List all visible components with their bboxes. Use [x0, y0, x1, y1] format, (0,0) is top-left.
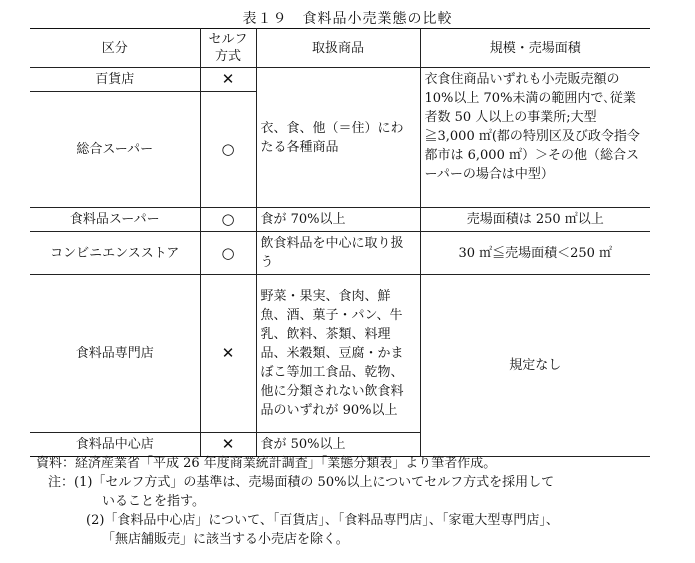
note-2-continued: 「無店舗販売」に該当する小売店を除く。 — [102, 532, 349, 547]
source-note: 資料：経済産業省「平成 26 年度商業統計調査」「業態分類表」より筆者作成。 — [36, 456, 497, 471]
header-products: 取扱商品 — [256, 29, 420, 68]
comparison-table — [30, 28, 650, 457]
products-cell: 食が 50%以上 — [256, 433, 420, 457]
table-notes — [36, 454, 656, 549]
scale-cell: 30 ㎡≦売場面積＜250 ㎡ — [420, 232, 650, 275]
self-service-mark: ○ — [200, 208, 256, 232]
scale-cell-merged: 衣食住商品いずれも小売販売額の 10%以上 70%未満の範囲内で､従業者数 50 人以上の事業所;大型≧3,000 ㎡(都の特別区及び政令指令都市は 6,000 ㎡）＞その他（総合スーパーの場合は中型） — [420, 68, 650, 208]
table-header-row — [30, 29, 650, 68]
note-1-continued: いることを指す。 — [102, 494, 205, 509]
header-category: 区分 — [30, 29, 200, 68]
table-title: 表１９ 食料品小売業態の比較 — [242, 11, 453, 27]
table-row — [30, 208, 650, 232]
self-service-mark: ○ — [200, 92, 256, 208]
scale-cell: 売場面積は 250 ㎡以上 — [420, 208, 650, 232]
category-cell: 総合スーパー — [30, 92, 200, 208]
header-scale: 規模・売場面積 — [420, 29, 650, 68]
category-cell: 百貨店 — [30, 68, 200, 92]
products-cell-merged: 衣、食、他（＝住）にわたる各種商品 — [256, 68, 420, 208]
table-row — [30, 232, 650, 275]
header-self-service: セルフ方式 — [200, 29, 256, 68]
self-service-mark: ○ — [200, 232, 256, 275]
self-service-mark: ✕ — [200, 433, 256, 457]
category-cell: 食料品専門店 — [30, 275, 200, 433]
table-row — [30, 275, 650, 433]
self-service-mark: ✕ — [200, 275, 256, 433]
category-cell: コンビニエンスストア — [30, 232, 200, 275]
products-cell: 野菜・果実、食肉、鮮魚、酒、菓子・パン、牛乳、飲料、茶類、料理品、米穀類、豆腐・かまぼこ等加工食品、乾物、他に分類されない飲食料品のいずれが 90%以上 — [256, 275, 420, 433]
note-1: 注：(1)「セルフ方式」の基準は、売場面積の 50%以上についてセルフ方式を採用して — [48, 475, 555, 490]
table-row — [30, 68, 650, 92]
note-2: (2)「食料品中心店」について、「百貨店」、「食料品専門店」、「家電大型専門店」、 — [86, 513, 559, 528]
category-cell: 食料品スーパー — [30, 208, 200, 232]
scale-cell-merged-none: 規定なし — [420, 275, 650, 457]
category-cell: 食料品中心店 — [30, 433, 200, 457]
products-cell: 食が 70%以上 — [256, 208, 420, 232]
products-cell: 飲食料品を中心に取り扱う — [256, 232, 420, 275]
self-service-mark: ✕ — [200, 68, 256, 92]
